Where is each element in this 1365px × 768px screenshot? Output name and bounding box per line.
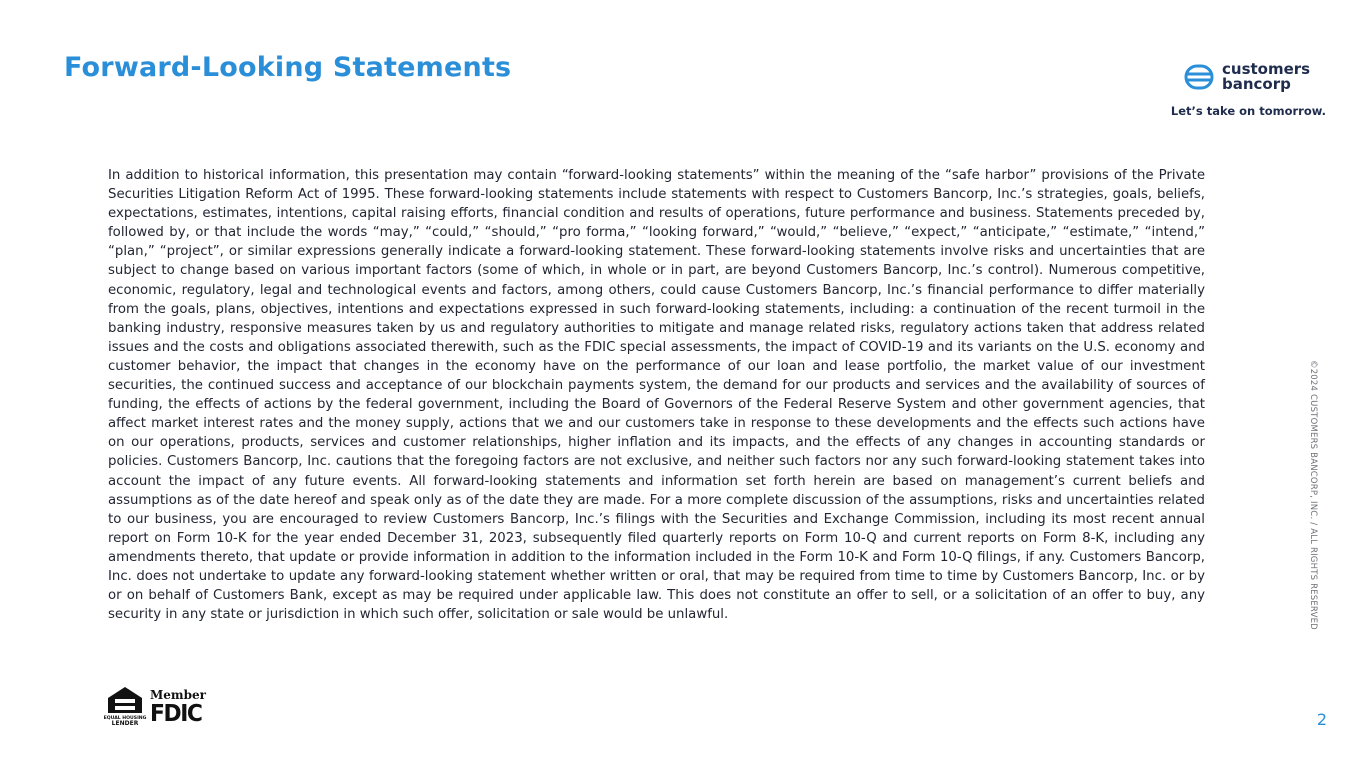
equal-housing-lender-icon bbox=[103, 686, 147, 727]
customers-bancorp-logo-icon bbox=[1184, 63, 1214, 91]
disclaimer-paragraph: In addition to historical information, this presentation may contain “forward-looking statements” within the meaning of the “safe harbor” provisions of the Private Securities Litigation Reform Act of 1995. These forward-looking statements include statements with respect to Customers Bancorp, Inc.’s strategies, goals, beliefs, expectations, estimates, intentions, capital raising efforts, financial condition and results of operations, future performance and business. Statements preceded by, followed by, or that include the words “may,” “could,” “should,” “pro forma,” “looking forward,” “would,” “believe,” “expect,” “anticipate,” “estimate,” “intend,” “plan,” “project”, or similar expressions generally indicate a forward-looking statement. These forward-looking statements involve risks and uncertainties that are subject to change based on various important factors (some of which, in whole or in part, are beyond Customers Bancorp, Inc.’s control). Numerous competitive, economic, regulatory, legal and technological events and factors, among others, could cause Customers Bancorp, Inc.’s financial performance to differ materially from the goals, plans, objectives, intentions and expectations expressed in such forward-looking statements, including: a continuation of the recent turmoil in the banking industry, responsive measures taken by us and regulatory authorities to mitigate and manage related risks, regulatory actions taken that address related issues and the costs and obligations associated therewith, such as the FDIC special assessments, the impact of COVID-19 and its variants on the U.S. economy and customer behavior, the impact that changes in the economy have on the performance of our loan and lease portfolio, the market value of our investment securities, the continued success and acceptance of our blockchain payments system, the demand for our products and services and the availability of sources of funding, the effects of actions by the federal government, including the Board of Governors of the Federal Reserve System and other government agencies, that affect market interest rates and the money supply, actions that we and our customers take in response to these developments and the effects such actions have on our operations, products, services and customer relationships, higher inflation and its impacts, and the effects of any changes in accounting standards or policies. Customers Bancorp, Inc. cautions that the foregoing factors are not exclusive, and neither such factors nor any such forward-looking statement takes into account the impact of any future events. All forward-looking statements and information set forth herein are based on management’s current beliefs and assumptions as of the date hereof and speak only as of the date they are made. For a more complete discussion of the assumptions, risks and uncertainties related to our business, you are encouraged to review Customers Bancorp, Inc.’s filings with the Securities and Exchange Commission, including its most recent annual report on Form 10-K for the year ended December 31, 2023, subsequently filed quarterly reports on Form 10-Q and current reports on Form 8-K, including any amendments thereto, that update or provide information in addition to the information included in the Form 10-K and Form 10-Q filings, if any. Customers Bancorp, Inc. does not undertake to update any forward-looking statement whether written or oral, that may be required from time to time by Customers Bancorp, Inc. or by or on behalf of Customers Bank, except as may be required under applicable law. This does not constitute an offer to sell, or a solicitation of an offer to buy, any security in any state or jurisdiction in which such offer, solicitation or sale would be unlawful. bbox=[108, 168, 1205, 623]
brand-logo bbox=[1184, 62, 1310, 92]
brand-wordmark bbox=[1222, 62, 1310, 92]
page-title: Forward-Looking Statements bbox=[64, 52, 512, 83]
brand-name-line1: customers bbox=[1222, 60, 1311, 78]
copyright-notice: ©2024 CUSTOMERS BANCORP, INC. / ALL RIGHTS RESERVED bbox=[1308, 360, 1318, 630]
fdic-member-label: Member bbox=[150, 688, 206, 702]
brand-tagline: Let’s take on tomorrow. bbox=[1170, 104, 1326, 118]
page-number: 2 bbox=[1316, 710, 1327, 729]
ehl-text-line1: EQUAL HOUSING bbox=[103, 716, 147, 721]
fdic-label: FDIC bbox=[150, 701, 202, 727]
fdic-member-badge bbox=[150, 689, 206, 726]
brand-name-line2: bancorp bbox=[1222, 75, 1291, 93]
ehl-text-line2: LENDER bbox=[111, 720, 139, 727]
